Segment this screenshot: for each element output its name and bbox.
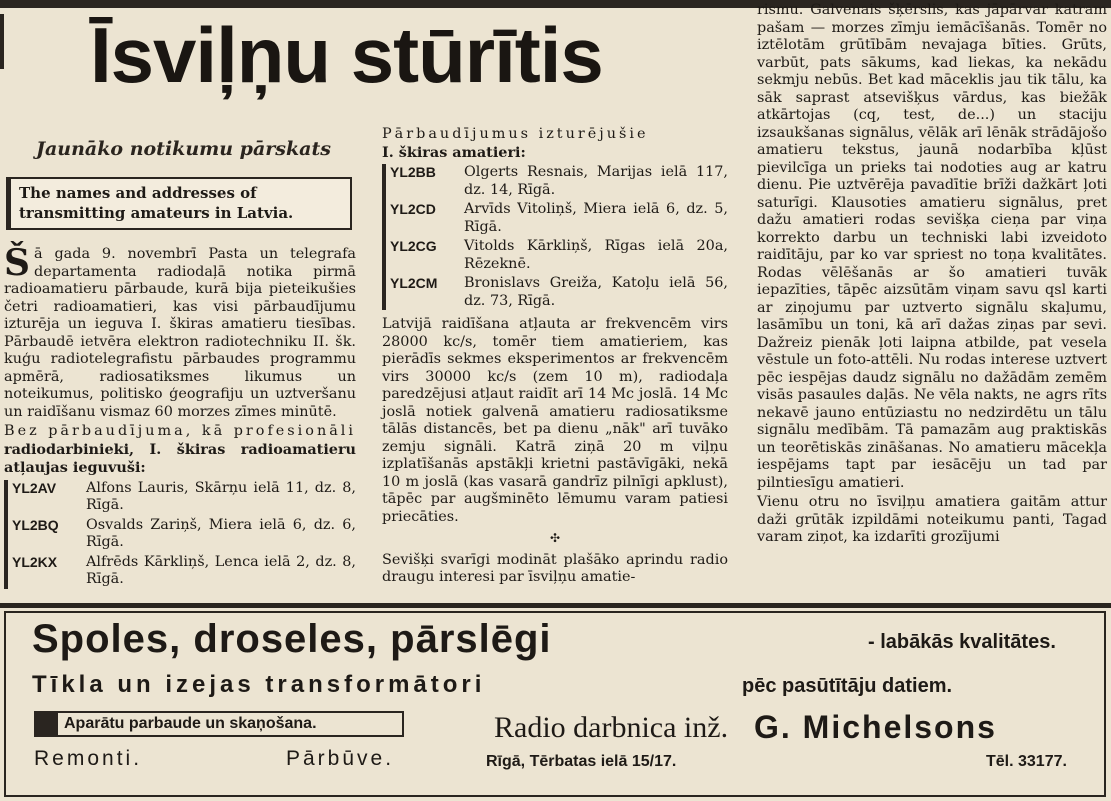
ad-address: Rīgā, Tērbatas ielā 15/17. [486, 753, 677, 770]
article-title: Īsviļņu stūrītis [90, 11, 603, 99]
column-1 [4, 242, 356, 595]
ad-parbuve: Pārbūve. [286, 747, 395, 770]
station-entry [390, 201, 728, 236]
station-details: Osvalds Zariņš, Miera ielā 6, dz. 6, Rīgā. [86, 516, 356, 550]
column-3 [757, 2, 1107, 549]
ad-workshop-name: Radio darbnica inž. [494, 711, 729, 744]
station-entry [390, 275, 728, 310]
station-entry [12, 554, 356, 589]
col1-paragraph-2 [4, 423, 356, 478]
col1-p2-rest: radiodarbinieki, I. škiras radioamatieru atļaujas ieguvuši: [4, 440, 356, 476]
station-callsign: YL2BQ [12, 516, 59, 533]
station-callsign: YL2KX [12, 553, 58, 570]
section-divider [0, 603, 1111, 608]
section-separator-icon: ✣ [549, 531, 561, 545]
col3-paragraph-2: Vienu otru no īsviļņu amatiera gaitām attur daži grūtāk izpildāmi noteikumu panti, Tagad varam ziņot, ka izdarīti grozījumi [757, 494, 1107, 545]
col3-paragraph-1: rismu. Galvenais šķērslis, kas jāpārvar katram pašam — morzes zīmju iemācīšanās. Tomēr no iztēlotām grūtībām nevajaga bīties. Grūts, varbūt, pats sākums, kad liekas, ka nekādu sekmju nebūs. Bet kad māceklis jau tik tālu, ka sāk saprast atsevišķus vārdus, kas biežāk atkārtojas (cq, test, de...) un staciju izsaukšanas signālus, vēlāk arī lēnāk strādājošo amatieru tekstus, jaunā nodarbība kļūst pievilcīga un prieks tai nodoties aug ar katru dienu. Pie uztvērēja pavadītie brīži dažkārt ļoti saturīgi. Klausoties amatieru signālus, pret dažu amatieri rodas sevišķa cieņa par viņa korrekto darbu un techniski labi izveidoto raidītāju, par ko var spriest no toņa kvalitātes. Rodas vēlēšanās ar šo amatieri tuvāk iepazīties, tāpēc aizsūtām viņam savu qsl karti ar ziņojumu par uztverto signālu skaļumu, lasāmību un toni, kā arī dažas ziņas par sevi. Dažreiz pienāk ļoti laipna atbilde, pat vesela vēstule un foto-attēli. Nu rodas interese uztvert pēc iespējas daudz signālu no dažādām zemēm visās pasaules daļās. Ne vēla nakts, ne agrs rīts nekavē jauno entūziastu no nedzirdētu un tālu signālu medībām. Tā pamazām aug praktiskās un teorētiskās zināšanas. No amatieru mācekļa iespējams tapt par iesācēju un tad par pilntiesīgu amatieri. [757, 2, 1107, 491]
col2-heading-spaced: Pārbaudījumus izturējušie [382, 126, 649, 142]
dropcap-letter: Š [4, 242, 30, 284]
col1-paragraph-1 [4, 242, 356, 421]
left-rule [0, 14, 4, 69]
col2-heading [382, 126, 728, 162]
station-details: Arvīds Vitoliņš, Miera ielā 6, dz. 5, Rīgā. [464, 201, 728, 235]
station-entry [12, 480, 356, 515]
ad-service-badge: Aparātu parbaude un skaņošana. [34, 711, 404, 737]
english-note-box [6, 177, 352, 230]
col2-heading-bold: I. škiras amatieri: [382, 143, 526, 161]
station-details: Bronislavs Greiža, Katoļu ielā 56, dz. 73, Rīgā. [464, 275, 728, 309]
station-callsign: YL2BB [390, 164, 436, 180]
ad-headline-tail: - labākās kvalitātes. [868, 631, 1056, 653]
ad-phone: Tēl. 33177. [986, 753, 1067, 770]
station-entry [390, 164, 728, 199]
article-subtitle: Jaunāko notikumu pārskats [36, 138, 331, 160]
station-details: Alfrēds Kārkliņš, Lenca ielā 2, dz. 8, Rīgā. [86, 553, 356, 587]
column-2 [382, 126, 728, 589]
station-callsign: YL2CG [390, 238, 437, 254]
station-entry [12, 517, 356, 552]
station-callsign: YL2AV [12, 479, 57, 496]
col1-p2-spaced: Bez pārbaudījuma, kā profesionāli [4, 423, 356, 439]
station-details: Olgerts Resnais, Marijas ielā 117, dz. 14, Rīgā. [464, 164, 728, 198]
ad-headline: Spoles, droseles, pārslēgi [32, 617, 552, 661]
col1-p1-text: ā gada 9. novembrī Pasta un telegrafa departamenta radiodaļā notika pirmā radioamatieru pārbaude, kurā bija pieteikušies četri radioamatieri, kas visi pārbaudījumu izturēja un ieguva I. škiras amatieru tiesības. Pārbaudē ietvēra elektron radiotechniku II. šk. kuģu radiotelegrafistu pārbaudes programmu apmērā, radiosatiksmes likumus un noteikumus, politisko ģeografiju un uztveršanu un raidīšanu vismaz 60 morzes zīmes minūtē. [4, 246, 356, 420]
ad-second-line: Tīkla un izejas transformātori [32, 671, 486, 698]
station-details: Alfons Lauris, Skārņu ielā 11, dz. 8, Rīgā. [86, 479, 356, 513]
ad-remonti: Remonti. [34, 747, 143, 770]
col1-station-list [4, 480, 356, 589]
col2-station-list [382, 164, 728, 310]
col2-paragraph-2: Sevišķi svarīgi modināt plašāko aprindu radio draugu interesi par īsviļņu amatie- [382, 551, 728, 585]
station-callsign: YL2CD [390, 201, 436, 217]
station-entry [390, 238, 728, 273]
station-details: Vitolds Kārkliņš, Rīgas ielā 20a, Rēzeknē. [464, 238, 728, 272]
col2-paragraph-1: Latvijā raidīšana atļauta ar frekvencēm virs 28000 kc/s, tomēr tiem amatieriem, kas pierādīs sekmes eksperimentos ar frekvencēm virs 30000 kc/s (zem 10 m), radiodaļa paredzējusi atļaut raidīt arī 14 Mc joslā. 14 Mc joslā notiek galvenā amatieru radiosatiksme tālās distancēs, bet pa dienu „nāk" arī tuvāko zemju signāli. Katrā ziņā 20 m viļņu izplatīšanās apstākļi krietni pastāvīgāki, nekā 10 m joslā (kas vasarā gandrīz pilnīgi apklust), tāpēc par augšminēto lēmumu varam patiesi priecāties. [382, 316, 728, 525]
english-note-text: The names and addresses of transmitting amateurs in Latvia. [19, 184, 294, 222]
ad-second-line-tail: pēc pasūtītāju datiem. [742, 675, 953, 697]
ad-owner-name: G. Michelsons [754, 709, 997, 745]
advertisement [4, 611, 1106, 797]
station-callsign: YL2CM [390, 275, 438, 291]
